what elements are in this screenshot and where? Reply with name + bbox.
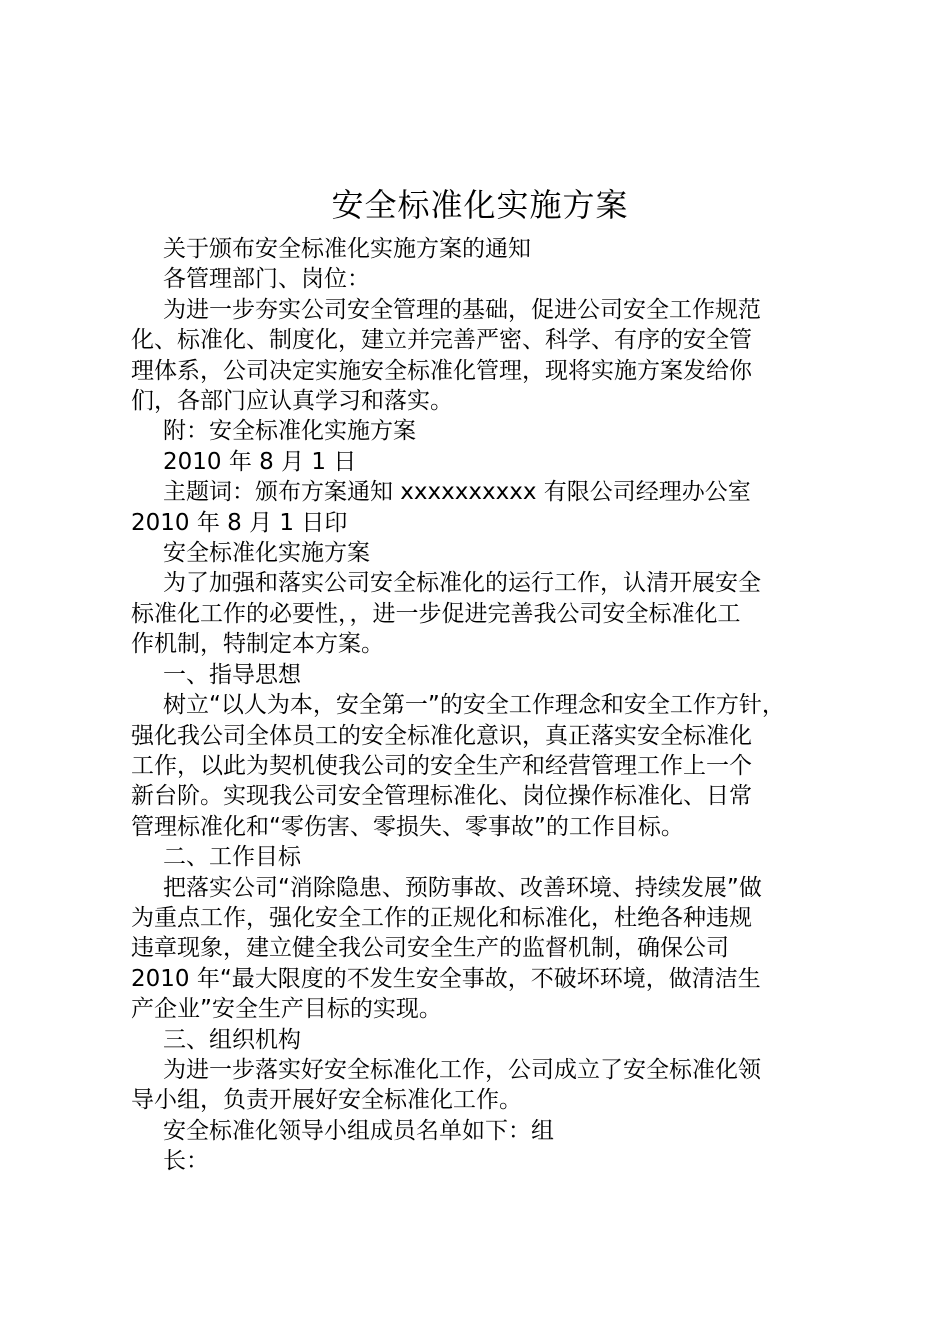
text-line: 2010 年“最大限度的不发生安全事故，不破坏环境，做清洁生 [131, 965, 761, 992]
text-line: 违章现象，建立健全我公司安全生产的监督机制，确保公司 [131, 935, 729, 962]
paragraph-work-goals [131, 873, 851, 1025]
paragraph-subject-words [131, 477, 851, 538]
text-line: 关于颁布安全标准化实施方案的通知 [163, 236, 531, 262]
text-line: 为进一步落实好安全标准化工作，公司成立了安全标准化领 [163, 1056, 761, 1083]
paragraph-guiding-thought [131, 690, 851, 842]
document-title: 安全标准化实施方案 [331, 186, 629, 224]
text-line: 工作，以此为契机使我公司的安全生产和经营管理工作上一个 [131, 752, 752, 779]
text-line: 2010 年 8 月 1 日 [163, 448, 357, 475]
text-line: 为了加强和落实公司安全标准化的运行工作，认清开展安全 [163, 570, 761, 597]
text-line: 管理标准化和“零伤害、零损失、零事故”的工作目标。 [131, 813, 684, 840]
text-line: 安全标准化领导小组成员名单如下：组 [163, 1117, 554, 1144]
text-line: 理体系，公司决定实施安全标准化管理，现将实施方案发给你 [131, 357, 752, 384]
text-line: 主题词：颁布方案通知 xxxxxxxxxx 有限公司经理办公室 [163, 479, 751, 506]
text-line: 导小组，负责开展好安全标准化工作。 [131, 1087, 522, 1114]
section-heading-work-goals [131, 842, 851, 872]
document-body [131, 234, 851, 1177]
paragraph-notice-body [131, 295, 851, 417]
text-line: 把落实公司“消除隐患、预防事故、改善环境、持续发展”做 [163, 874, 762, 901]
paragraph-addressee [131, 264, 851, 294]
text-line: 安全标准化实施方案 [163, 540, 370, 567]
paragraph-attachment [131, 416, 851, 446]
text-line: 为进一步夯实公司安全管理的基础，促进公司安全工作规范 [163, 296, 761, 323]
text-line: 化、标准化、制度化，建立并完善严密、科学、有序的安全管 [131, 327, 752, 354]
text-line: 标准化工作的必要性，，进一步促进完善我公司安全标准化工 [131, 600, 741, 627]
paragraph-group-leader [131, 1146, 851, 1176]
text-line: 产企业”安全生产目标的实现。 [131, 996, 442, 1023]
text-line: 们，各部门应认真学习和落实。 [131, 388, 453, 415]
paragraph-member-list-intro [131, 1116, 851, 1146]
text-line: 长： [163, 1148, 209, 1175]
section-heading-organization [131, 1025, 851, 1055]
text-line: 二、工作目标 [163, 844, 301, 871]
paragraph-plan-intro [131, 568, 851, 659]
paragraph-notice-heading [131, 234, 851, 264]
section-heading-guiding-thought [131, 660, 851, 690]
paragraph-plan-heading [131, 538, 851, 568]
paragraph-organization [131, 1055, 851, 1116]
text-line: 树立“以人为本，安全第一”的安全工作理念和安全工作方针， [163, 692, 785, 719]
text-line: 强化我公司全体员工的安全标准化意识，真正落实安全标准化 [131, 722, 752, 749]
text-line: 为重点工作，强化安全工作的正规化和标准化，杜绝各种违规 [131, 904, 752, 931]
text-line: 各管理部门、岗位： [163, 266, 370, 293]
text-line: 三、组织机构 [163, 1026, 301, 1053]
text-line: 2010 年 8 月 1 日印 [131, 509, 348, 536]
text-line: 附：安全标准化实施方案 [163, 418, 416, 445]
text-line: 一、指导思想 [163, 661, 301, 688]
text-line: 新台阶。实现我公司安全管理标准化、岗位操作标准化、日常 [131, 783, 752, 810]
text-line: 作机制，特制定本方案。 [131, 631, 384, 658]
paragraph-date [131, 447, 851, 477]
